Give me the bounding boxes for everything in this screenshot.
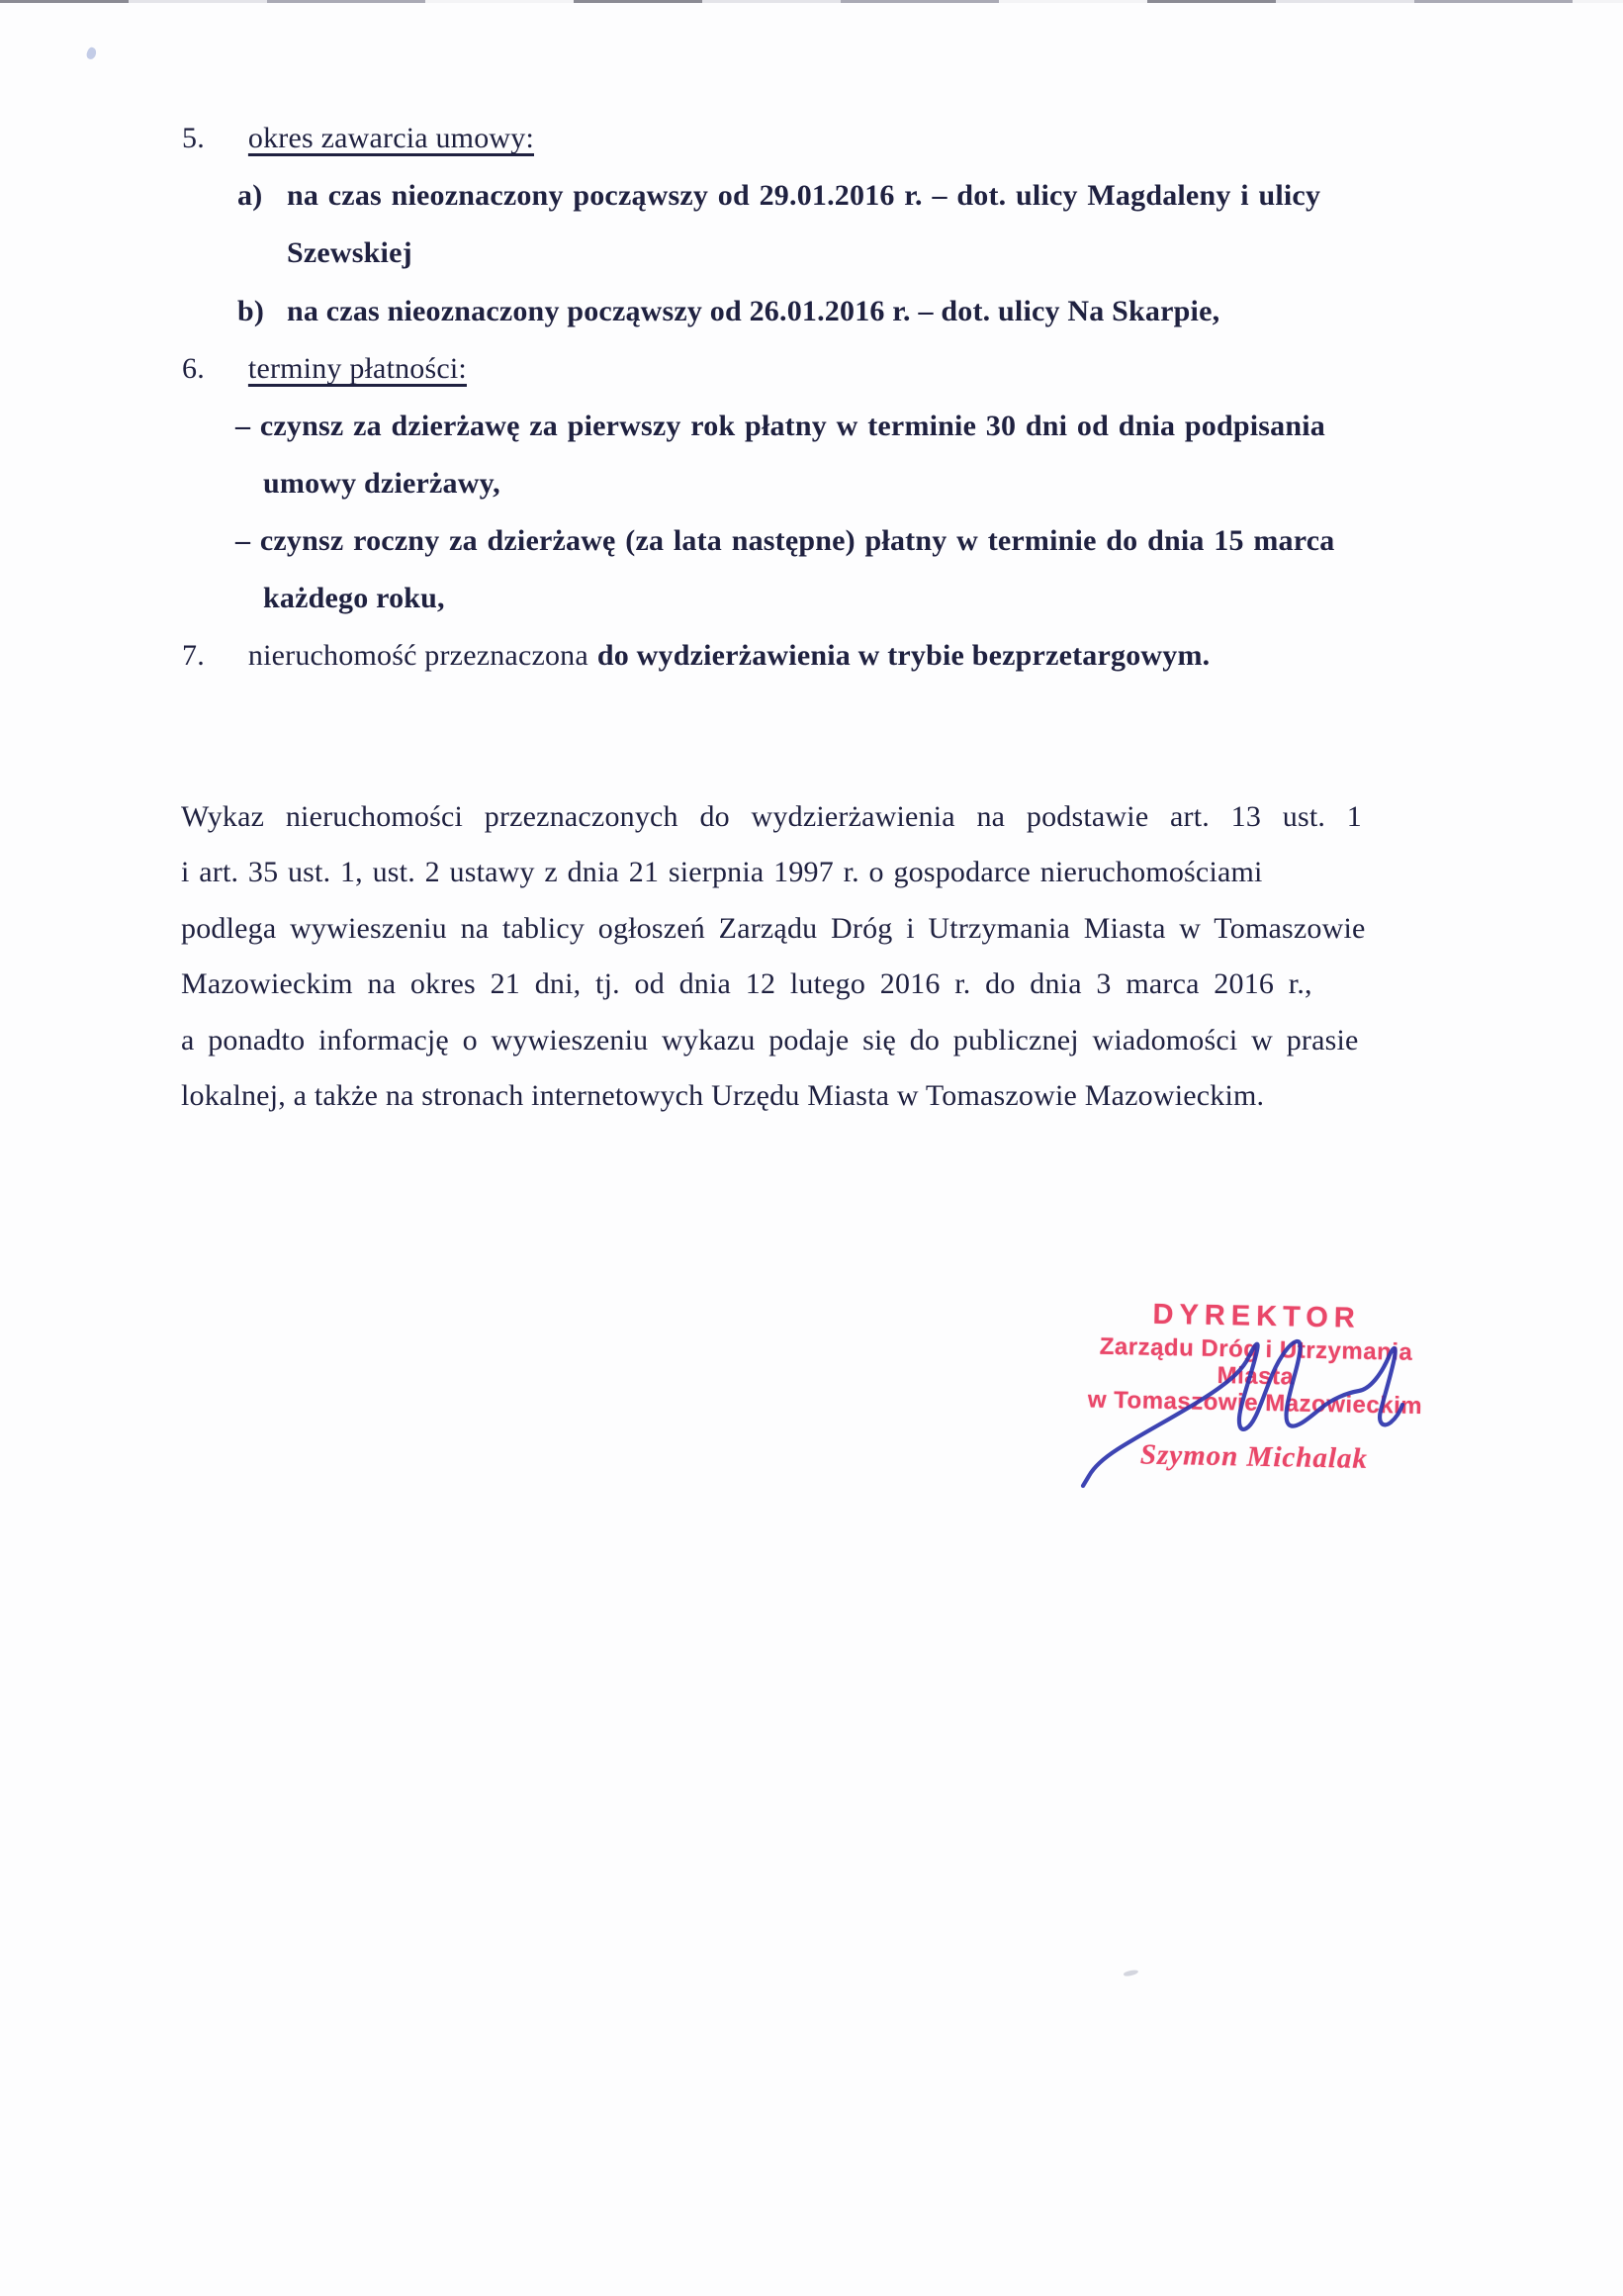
scanner-edge-artifact bbox=[0, 0, 1623, 3]
payment-term-1-line-1: – czynsz za dzierżawę za pierwszy rok płatny w terminie 30 dni od dnia podpisania bbox=[235, 410, 1325, 442]
list-item-5-title: okres zawarcia umowy: bbox=[247, 122, 534, 154]
list-item-6-heading bbox=[182, 353, 467, 385]
stamp-organization-line-1: Zarządu Dróg i Utrzymania Miasta bbox=[1099, 1332, 1413, 1391]
stamp-title: DYREKTOR bbox=[1152, 1298, 1362, 1334]
sub-item-a-line-2: Szewskiej bbox=[287, 236, 412, 269]
sub-item-a-line-1: na czas nieoznaczony począwszy od 29.01.2016 r. – dot. ulicy Magdaleny i ulicy bbox=[287, 179, 1321, 212]
paragraph-line-1: Wykaz nieruchomości przeznaczonych do wydzierżawienia na podstawie art. 13 ust. 1 bbox=[181, 800, 1362, 833]
sub-item-a-label: a) bbox=[237, 179, 263, 212]
list-item-6-title: terminy płatności: bbox=[247, 352, 467, 385]
official-stamp bbox=[1060, 1297, 1451, 1477]
paragraph-line-4: Mazowieckim na okres 21 dni, tj. od dnia 12 lutego 2016 r. do dnia 3 marca 2016 r., bbox=[181, 967, 1312, 1000]
list-item-7 bbox=[182, 640, 1210, 672]
paragraph-line-6: lokalnej, a także na stronach internetowych Urzędu Miasta w Tomaszowie Mazowieckim. bbox=[181, 1079, 1265, 1112]
sub-item-b-line-1: na czas nieoznaczony począwszy od 26.01.2016 r. – dot. ulicy Na Skarpie, bbox=[287, 295, 1220, 327]
scan-speck bbox=[1124, 1969, 1139, 1976]
list-item-7-text-regular: nieruchomość przeznaczona bbox=[247, 639, 588, 672]
list-item-7-number: 7. bbox=[182, 639, 205, 672]
list-item-7-text-bold: do wydzierżawienia w trybie bezprzetargowym. bbox=[596, 639, 1211, 672]
stamp-organization-line-2: w Tomaszowie Mazowieckim bbox=[1087, 1386, 1423, 1420]
list-item-5-number: 5. bbox=[182, 122, 205, 154]
paragraph-line-5: a ponadto informację o wywieszeniu wykazu podaje się do publicznej wiadomości w prasie bbox=[181, 1024, 1359, 1056]
stamp-signer-name: Szymon Michalak bbox=[1139, 1438, 1369, 1475]
scan-speck bbox=[85, 46, 98, 61]
payment-term-2-line-1: – czynsz roczny za dzierżawę (za lata następne) płatny w terminie do dnia 15 marca bbox=[235, 524, 1335, 557]
sub-item-b-label: b) bbox=[237, 295, 265, 327]
payment-term-2-line-2: każdego roku, bbox=[263, 582, 445, 614]
payment-term-1-line-2: umowy dzierżawy, bbox=[263, 467, 500, 500]
list-item-5-heading bbox=[182, 123, 534, 154]
paragraph-line-2: i art. 35 ust. 1, ust. 2 ustawy z dnia 21 sierpnia 1997 r. o gospodarce nieruchomościami bbox=[181, 856, 1263, 888]
list-item-6-number: 6. bbox=[182, 352, 205, 385]
paragraph-line-3: podlega wywieszeniu na tablicy ogłoszeń Zarządu Dróg i Utrzymania Miasta w Tomaszowie bbox=[181, 912, 1366, 945]
